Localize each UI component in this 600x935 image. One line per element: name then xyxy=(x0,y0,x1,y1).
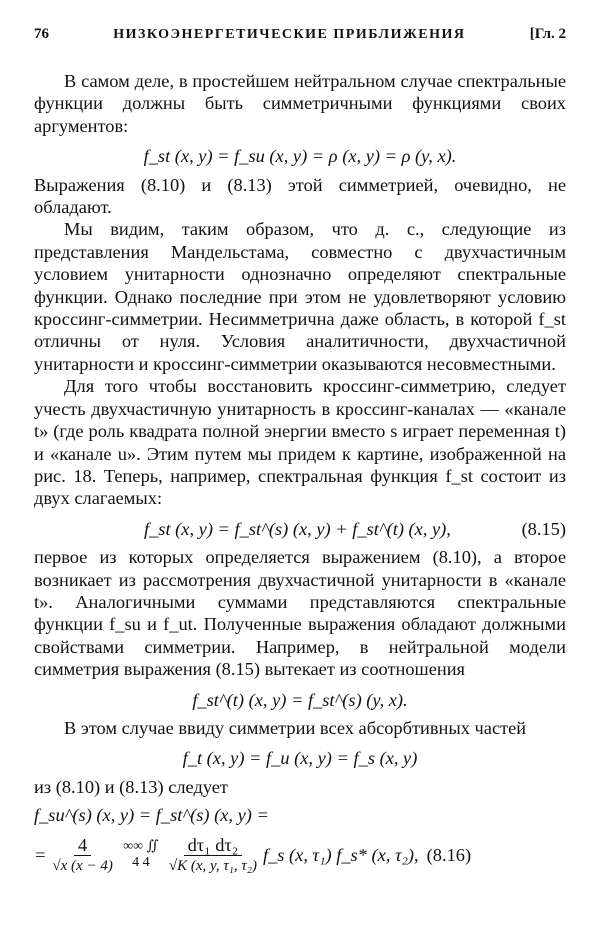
equation-8-15: f_st (x, y) = f_st^(s) (x, y) + f_st^(t) (x, y), (8.15) xyxy=(144,518,566,539)
equation-t-channel: f_st^(t) (x, y) = f_st^(s) (y, x). xyxy=(192,689,408,710)
paragraph-5: первое из которых определяется выражением (8.10), а второе возникает из рассмотрения двухчастичной унитарности в «канале t». Аналогичными суммами представляются спектральные функции f_su и f_ut. Полученные выражения обладают должными свойствами симметрии. Например, в нейтральной модели симметрия выражения (8.15) вытекает из соотношения xyxy=(34,547,566,680)
running-title: НИЗКОЭНЕРГЕТИЧЕСКИЕ ПРИБЛИЖЕНИЯ xyxy=(113,27,466,42)
equation-symmetry: f_st (x, y) = f_su (x, y) = ρ (x, y) = ρ (y, x). xyxy=(143,146,457,167)
equation-absorptive: f_t (x, y) = f_u (x, y) = f_s (x, y) xyxy=(182,748,418,769)
fraction-prefactor: $\frac{4}{√x (x - 4)}$ xyxy=(52,834,113,874)
integrand-tail: f_s (x, τ₁) f_s* (x, τ₂), xyxy=(262,844,419,865)
paragraph-1: В самом деле, в простейшем нейтральном случае спектральные функции должны быть симметричными функциями своих аргументов: xyxy=(34,71,566,136)
chapter-ref: [Гл. 2 xyxy=(529,26,566,42)
equation-number-8-15: (8.15) xyxy=(521,518,566,539)
paragraph-2: Выражения (8.10) и (8.13) этой симметрией, очевидно, не обладают. xyxy=(34,174,566,218)
paragraph-4: Для того чтобы восстановить кроссинг-симметрию, следует учесть двухчастичную унитарность в кроссинг-каналах — «канале t» (где роль квадрата полной энергии вместо s играет переменная t) и «канале u». Этим путем мы придем к картине, изображенной на рис. 18. Теперь, например, спектральная функция f_st состоит из двух слагаемых: xyxy=(34,376,566,509)
fraction-integrand: $\frac{\text{dτ₁ dτ₂}}{\text{√K (x, y, τ₁, τ₂)}}$ xyxy=(168,834,257,874)
paragraph-7: из (8.10) и (8.13) следует xyxy=(34,776,228,797)
page-number: 76 xyxy=(34,26,49,42)
equation-su: f_su^(s) (x, y) = f_st^(s) (x, y) = xyxy=(34,805,269,826)
running-header xyxy=(34,26,566,43)
equation-8-16: = $\frac{4}{√x (x - 4)}$ ∞∞ ∬ 4 4 $\frac{\text{dτ₁ dτ₂}}{\text{√K (x, y, τ₁, τ₂)}}$ f_s (x, τ₁) f_s* (x, τ₂), (8.16) xyxy=(34,834,472,874)
paragraph-6: В этом случае ввиду симметрии всех абсорбтивных частей xyxy=(64,717,527,738)
equation-number-8-16: (8.16) xyxy=(426,844,472,865)
double-integral: ∞∞ ∬ 4 4 xyxy=(123,839,159,871)
page-body xyxy=(34,70,566,876)
paragraph-3: Мы видим, таким образом, что д. с., следующие из представления Мандельстама, совместно с двухчастичным условием унитарности однозначно определяют спектральные функции. Однако последние при этом не удовлетворяют условию кроссинг-симметрии. Несимметрична даже область, в которой f_st отличны от нуля. Условия аналитичности, двухчастичной унитарности и кроссинг-симметрии оказываются несовместными. xyxy=(34,219,566,374)
